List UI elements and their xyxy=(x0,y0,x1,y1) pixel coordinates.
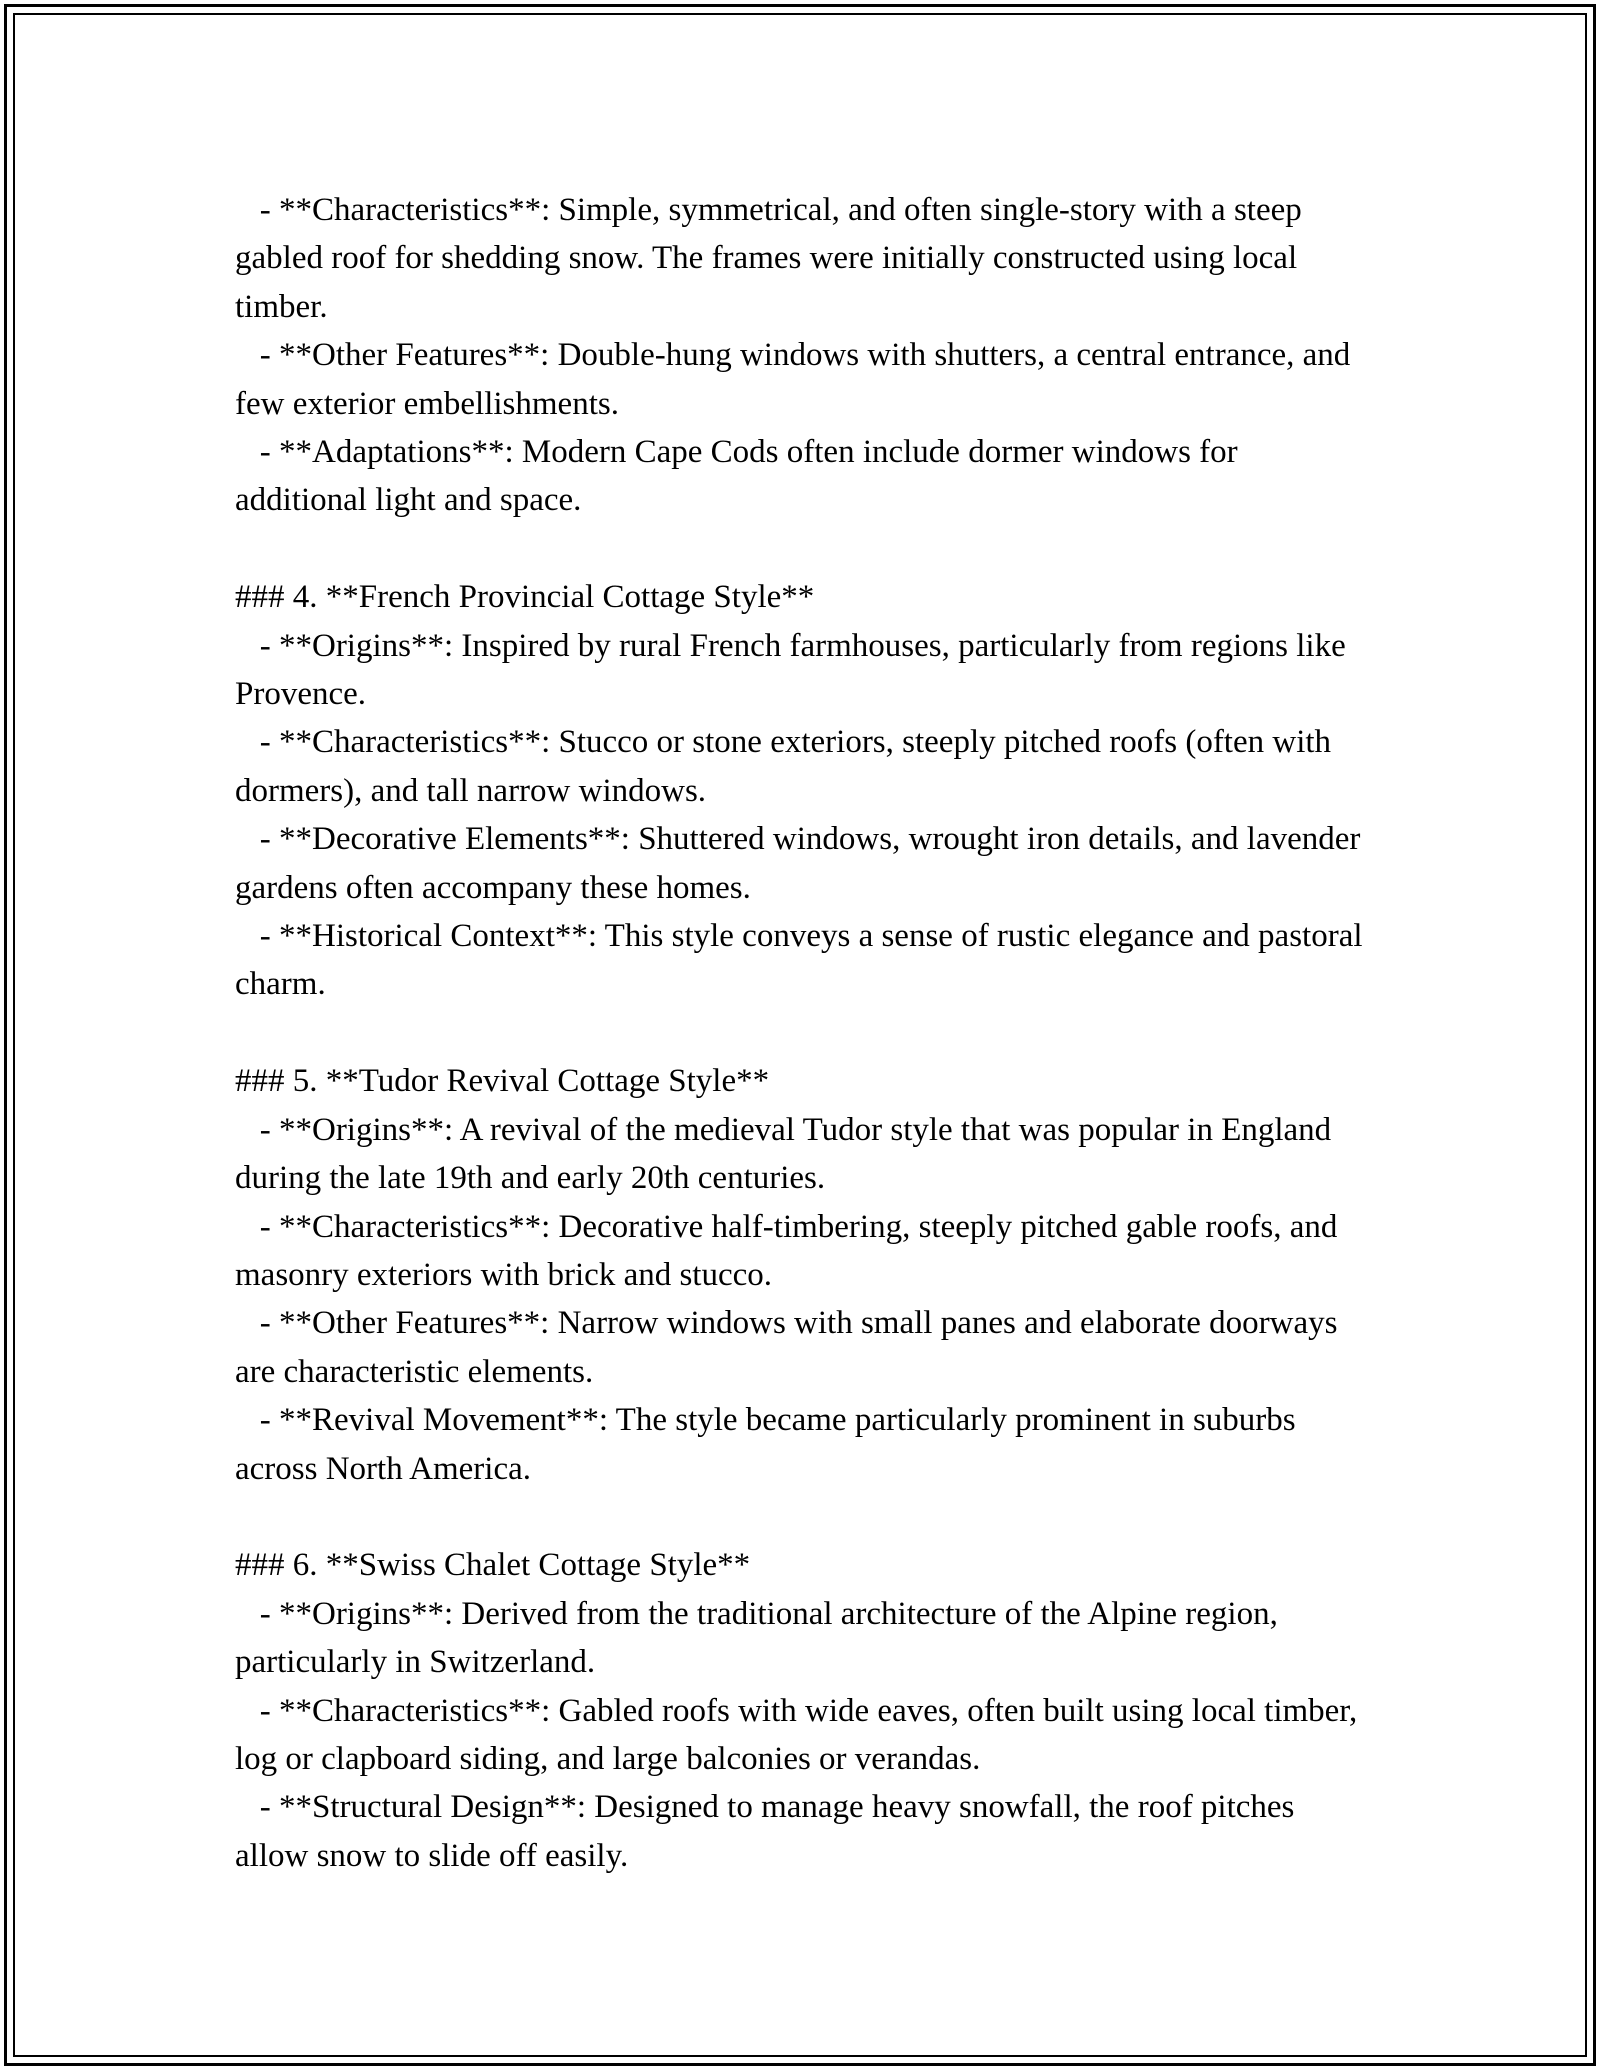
bullet-cape-cod-adaptations: - **Adaptations**: Modern Cape Cods often include dormer windows for additional light and space. xyxy=(235,434,1246,519)
document-body xyxy=(235,186,1375,1880)
heading-french-provincial: ### 4. **French Provincial Cottage Style** xyxy=(235,579,815,616)
heading-swiss-chalet: ### 6. **Swiss Chalet Cottage Style** xyxy=(235,1547,751,1584)
bullet-french-characteristics: - **Characteristics**: Stucco or stone exteriors, steeply pitched roofs (often with dormers), and tall narrow windows. xyxy=(235,724,1340,809)
bullet-cape-cod-characteristics: - **Characteristics**: Simple, symmetrical, and often single-story with a steep gabled roof for shedding snow. The frames were initially constructed using local timber. xyxy=(235,192,1310,325)
bullet-french-historical-context: - **Historical Context**: This style conveys a sense of rustic elegance and pastoral charm. xyxy=(235,918,1371,1003)
paragraph-spacer xyxy=(235,1493,1375,1541)
bullet-tudor-revival-movement: - **Revival Movement**: The style became particularly prominent in suburbs across North America. xyxy=(235,1402,1304,1487)
bullet-french-origins: - **Origins**: Inspired by rural French farmhouses, particularly from regions like Provence. xyxy=(235,627,1354,713)
bullet-swiss-structural-design: - **Structural Design**: Designed to manage heavy snowfall, the roof pitches allow snow to slide off easily. xyxy=(235,1789,1303,1874)
bullet-swiss-origins: - **Origins**: Derived from the traditional architecture of the Alpine region, particularly in Switzerland. xyxy=(235,1595,1287,1681)
bullet-tudor-characteristics: - **Characteristics**: Decorative half-timbering, steeply pitched gable roofs, and masonry exteriors with brick and stucco. xyxy=(235,1208,1346,1293)
paragraph-spacer xyxy=(235,525,1375,573)
bullet-cape-cod-other-features: - **Other Features**: Double-hung windows with shutters, a central entrance, and few exterior embellishments. xyxy=(235,337,1359,422)
heading-tudor-revival: ### 5. **Tudor Revival Cottage Style** xyxy=(235,1063,770,1100)
bullet-tudor-other-features: - **Other Features**: Narrow windows with small panes and elaborate doorways are characteristic elements. xyxy=(235,1305,1346,1390)
bullet-tudor-origins: - **Origins**: A revival of the medieval Tudor style that was popular in England during the late 19th and early 20th centuries. xyxy=(235,1111,1340,1197)
bullet-swiss-characteristics: - **Characteristics**: Gabled roofs with wide eaves, often built using local timber, log or clapboard siding, and large balconies or verandas. xyxy=(235,1692,1366,1777)
paragraph-spacer xyxy=(235,1009,1375,1057)
bullet-french-decorative-elements: - **Decorative Elements**: Shuttered windows, wrought iron details, and lavender gardens often accompany these homes. xyxy=(235,821,1369,906)
